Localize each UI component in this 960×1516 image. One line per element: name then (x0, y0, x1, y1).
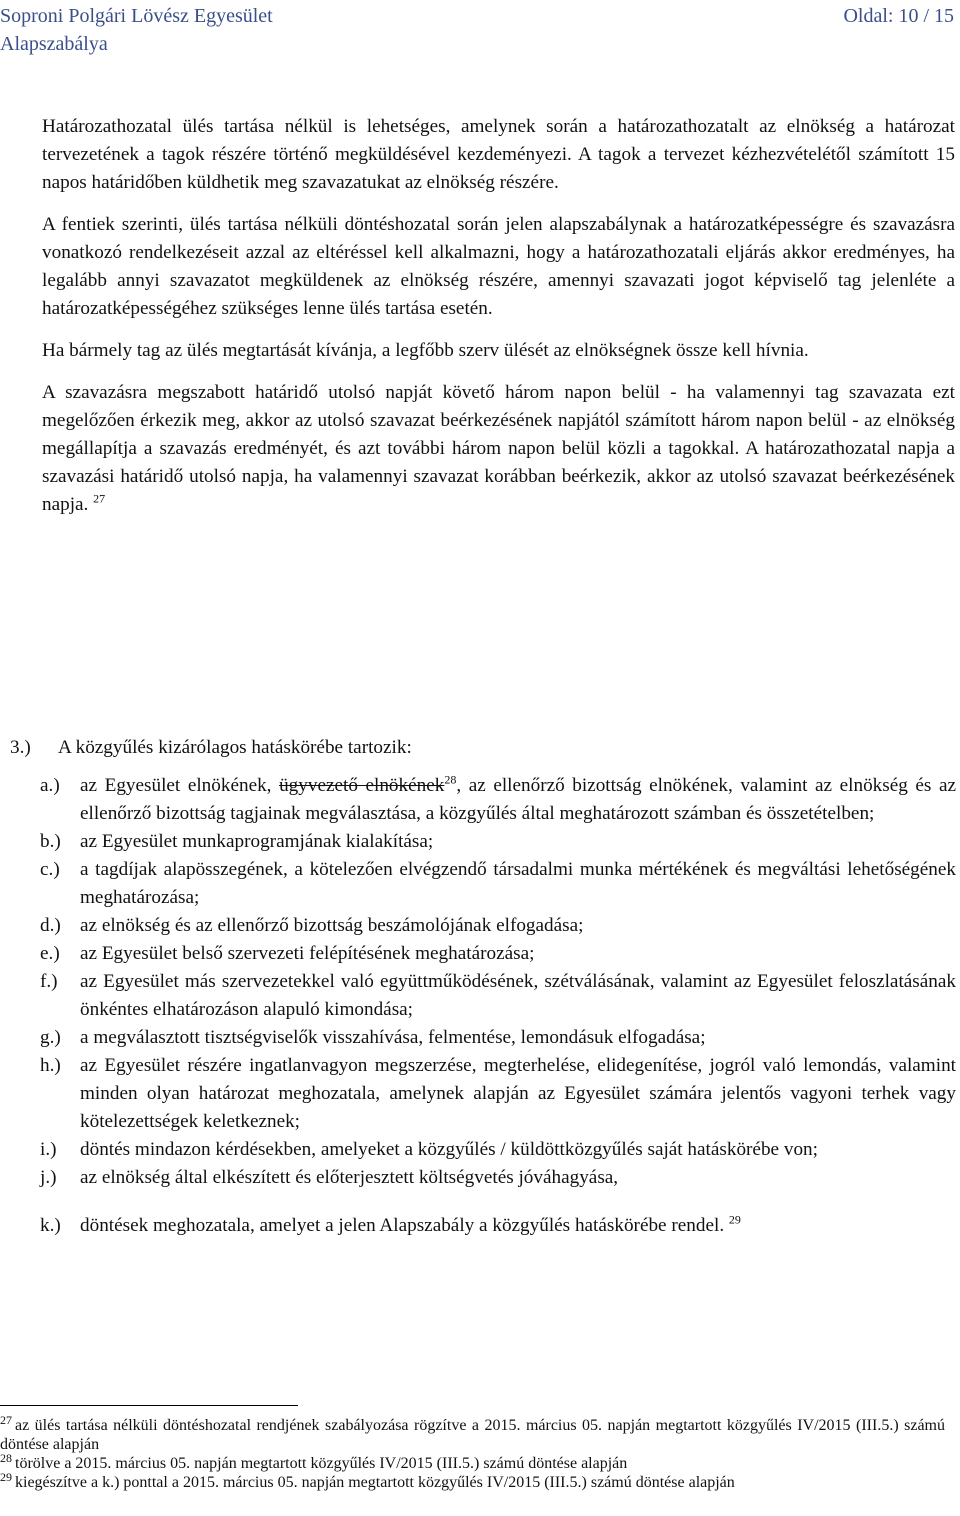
item-text: az Egyesület részére ingatlanvagyon megszerzése, megterhelése, elidegenítése, jogról való lemondás, valamint minden olyan határozat meghozatala, amelynek alapján az Egyesület számára jelentős vagyoni terhek vagy kötelezettségek keletkeznek; (80, 1055, 956, 1132)
item-label: b.) (40, 831, 61, 852)
item-label: g.) (40, 1027, 61, 1048)
section-number: 3.) (10, 737, 31, 758)
organization-name: Soproni Polgári Lövész Egyesület (0, 5, 273, 27)
item-label: a.) (40, 775, 60, 796)
item-label: i.) (40, 1139, 57, 1160)
footnote-number: 28 (0, 1450, 12, 1465)
list-item (0, 1024, 960, 1052)
item-text: az Egyesület munkaprogramjának kialakítása; (80, 831, 434, 852)
struck-text: ügyvezető elnökének (279, 775, 445, 796)
item-text: az Egyesület belső szervezeti felépítésének meghatározása; (80, 943, 535, 964)
item-text: az elnökség által elkészített és előterjesztett költségvetés jóváhagyása, (80, 1167, 619, 1188)
item-label: k.) (40, 1215, 61, 1236)
item-text: a megválasztott tisztségviselők visszahívása, felmentése, lemondásuk elfogadása; (80, 1027, 706, 1048)
footnotes (0, 1412, 945, 1492)
footnote: $^{28}$ törölve a 2015. március 05. napján megtartott közgyűlés IV/2015 (III.5.) számú döntése alapján (0, 1450, 628, 1472)
footnote-ref: 29 (728, 1212, 741, 1227)
footnote-separator (0, 1405, 298, 1406)
document-title: Alapszabálya (0, 33, 108, 55)
item-label: f.) (40, 971, 58, 992)
section-title: A közgyűlés kizárólagos hatáskörébe tartozik: (58, 737, 412, 758)
paragraph: A fentiek szerinti, ülés tartása nélküli döntéshozatal során jelen alapszabálynak a határozatképességre és szavazásra vonatkozó rendelkezéseit azzal az eltéréssel kell alkalmazni, hogy a határozathozatali eljárás akkor eredményes, ha legalább annyi szavazatot megküldenek az elnökség részére, amennyi szavazati jogot képviselő tag jelenléte a határozatképességéhez szükséges lenne ülés tartása esetén. (42, 214, 955, 319)
list-item (0, 856, 960, 912)
paragraph: Határozathozatal ülés tartása nélkül is lehetséges, amelynek során a határozathozatalt az elnökség a határozat tervezetének a tagok részére történő megküldésével kezdeményezi. A tagok a tervezet kézhezvételétől számított 15 napos határidőben küldhetik meg szavazatukat az elnökség részére. (42, 116, 955, 193)
footnote-number: 29 (0, 1469, 12, 1484)
list-item (0, 1212, 960, 1240)
list-item (0, 968, 960, 1024)
list-item (0, 912, 960, 940)
list-item (0, 1052, 960, 1136)
list-spacer (0, 1192, 960, 1212)
item-text: az elnökség és az ellenőrző bizottság beszámolójának elfogadása; (80, 915, 584, 936)
item-label: e.) (40, 943, 60, 964)
item-text: a tagdíjak alapösszegének, a kötelezően elvégzendő társadalmi munka mértékének és megváltási lehetőségének meghatározása; (80, 859, 956, 908)
item-text: az Egyesület elnökének, ügyvezető elnökének$^{28}$, az ellenőrző bizottság elnökének, valamint az elnökség és az ellenőrző bizottság tagjainak megválasztása, a közgyűlés által meghatározott számban és összetételben; (80, 772, 957, 824)
list-item (0, 772, 960, 828)
item-label: j.) (40, 1167, 57, 1188)
page-number: Oldal: 10 / 15 (843, 5, 954, 27)
item-text: döntés mindazon kérdésekben, amelyeket a közgyűlés / küldöttközgyűlés saját hatáskörébe von; (80, 1139, 818, 1160)
paragraph: A szavazásra megszabott határidő utolsó napját követő három napon belül - ha valamennyi tag szavazata ezt megelőzően érkezik meg, akkor az utolsó szavazat beérkezésének napjától számított három napon belül - az elnökség megállapítja a szavazás eredményét, és azt további három napon belül közli a tagokkal. A határozathozatal napja a szavazási határidő utolsó napja, ha valamennyi szavazat korábban beérkezik, akkor az utolsó szavazat beérkezésének napja. $^{27}$ (42, 382, 955, 515)
footnote-number: 27 (0, 1412, 12, 1427)
competence-list (0, 772, 960, 1240)
list-item (0, 940, 960, 968)
page-header (0, 2, 960, 62)
item-label: c.) (40, 859, 60, 880)
item-label: h.) (40, 1055, 61, 1076)
footnote-ref: 28 (444, 772, 457, 787)
list-item (0, 1136, 960, 1164)
footnote: $^{27}$ az ülés tartása nélküli döntéshozatal rendjének szabályozása rögzítve a 2015. március 05. napján megtartott közgyűlés IV/2015 (III.5.) számú döntése alapján (0, 1412, 945, 1453)
list-item (0, 1164, 960, 1192)
item-text: az Egyesület más szervezetekkel való együttműködésének, szétválásának, valamint az Egyesület feloszlatásának önkéntes elhatározáson alapuló kimondása; (80, 971, 956, 1020)
list-item (0, 828, 960, 856)
footnote-ref: 27 (93, 491, 106, 506)
item-label: d.) (40, 915, 61, 936)
paragraph: Ha bármely tag az ülés megtartását kívánja, a legfőbb szerv ülését az elnökségnek össze kell hívnia. (42, 340, 809, 361)
item-text: döntések meghozatala, amelyet a jelen Alapszabály a közgyűlés hatáskörébe rendel. $^{29}$ (80, 1212, 741, 1236)
body-text (42, 113, 955, 533)
footnote: $^{29}$ kiegészítve a k.) ponttal a 2015. március 05. napján megtartott közgyűlés IV/2015 (III.5.) számú döntése alapján (0, 1469, 735, 1491)
